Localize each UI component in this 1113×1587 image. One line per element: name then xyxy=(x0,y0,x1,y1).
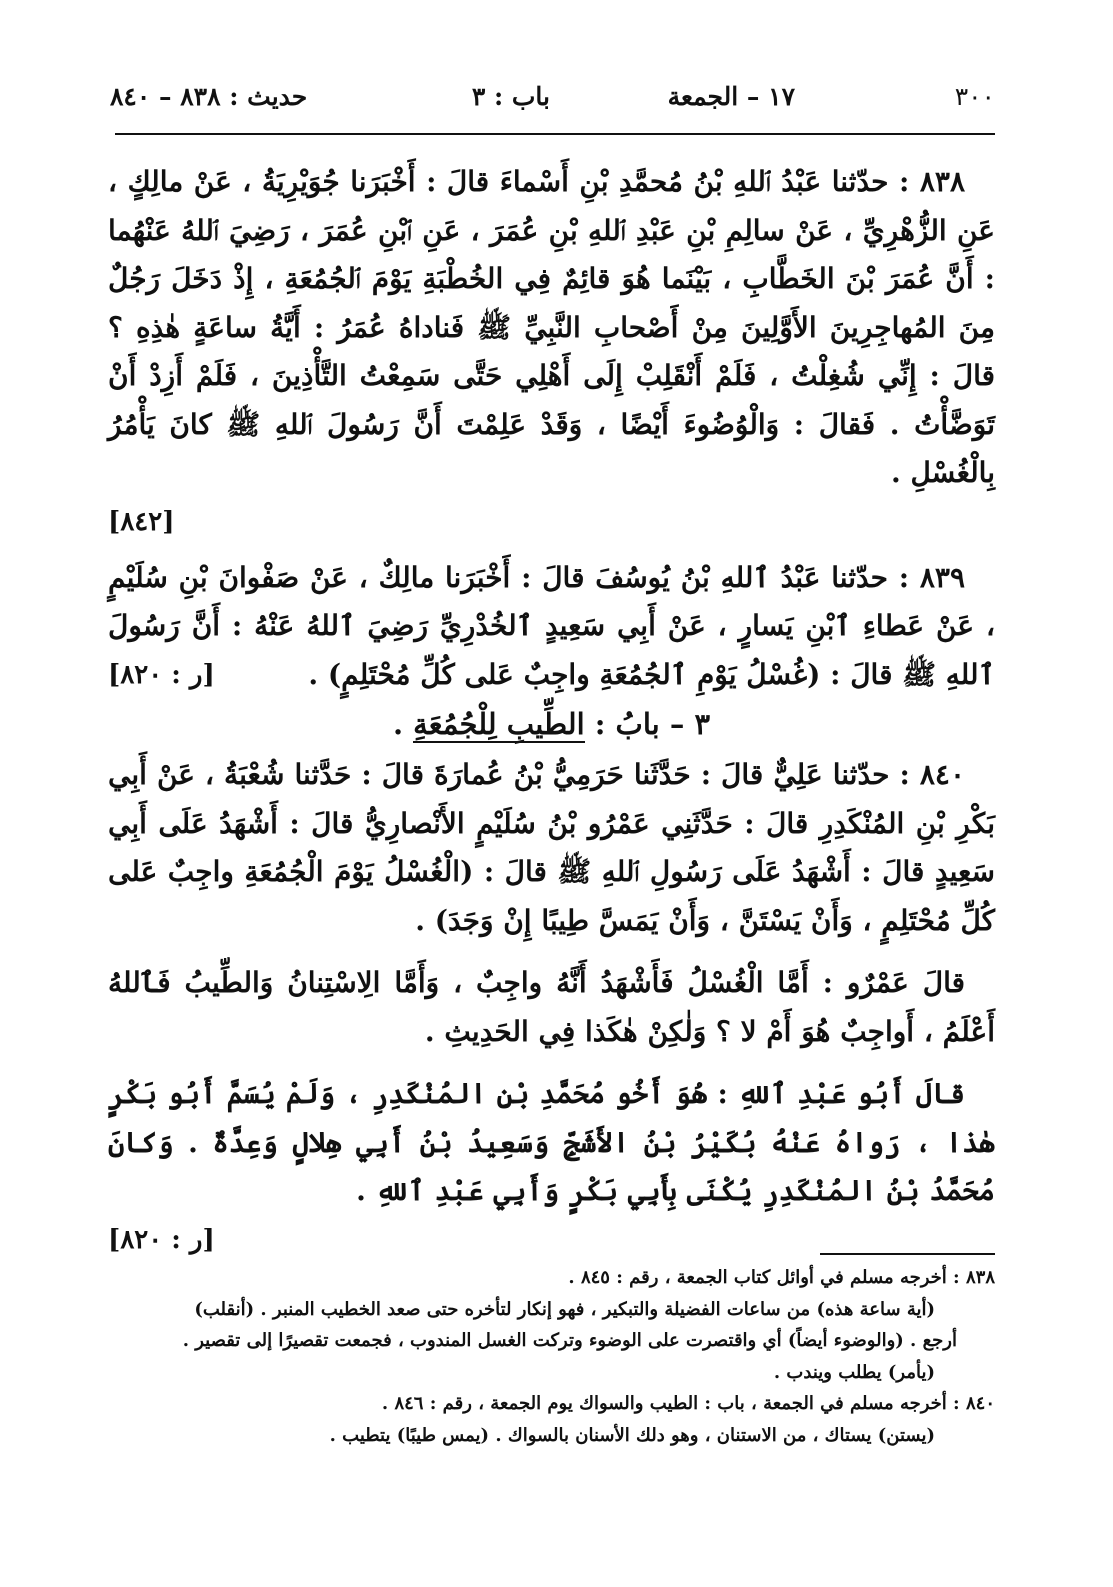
chapter-prefix: ٣ – بابُ : xyxy=(584,707,711,741)
footnote-line: (يستن) يستاك ، من الاستنان ، وهو دلك الأسنان بالسواك . (يمس طيبًا) يتطيب . xyxy=(329,1424,935,1446)
hadith-840-reference: [ر : ٨٢٠] xyxy=(108,1224,215,1255)
footnote-line: أرجع . (والوضوء أيضاً) أي واقتصرت على الوضوء وتركت الغسل المندوب ، فجمعت تقصيرًا إلى تقصير . xyxy=(182,1330,957,1351)
footnotes xyxy=(108,1262,995,1451)
chapter-suffix: . xyxy=(392,707,414,741)
book-title: ١٧ – الجمعة xyxy=(667,82,795,111)
footnote-divider xyxy=(820,1253,995,1255)
hadith-839: ٨٣٩ : حدّثنا عَبْدُ ٱللهِ بْنُ يُوسُفَ قالَ : أَخْبَرَنا مالِكٌ ، عَنْ صَفْوانَ بْنِ سُلَيْمٍ ، عَنْ عَطاءِ ٱبْنِ يَسارٍ ، عَنْ أَبِي سَعِيدٍ ٱلخُدْرِيِّ رَضِيَ ٱللهُ عَنْهُ : أَنَّ رَسُولَ ٱللهِ ﷺ قالَ : (غُسْلُ يَوْمِ ٱلجُمُعَةِ واجِبٌ عَلى كُلِّ مُحْتَلِمٍ) . xyxy=(108,560,995,691)
chapter-title: الطِّيبِ لِلْجُمُعَةِ xyxy=(413,707,585,741)
main-text xyxy=(108,158,995,1264)
footnote-line: (أية ساعة هذه) من ساعات الفضيلة والتبكير ، فهو إنكار لتأخره حتى صعد الخطيب المنبر . (أنقلب) xyxy=(194,1298,935,1320)
header-divider xyxy=(115,133,995,135)
hadith-range: حديث : ٨٣٨ – ٨٤٠ xyxy=(110,82,308,111)
abu-abdillah-comment: قالَ أَبُو عَبْدِ ٱللهِ : هُوَ أَخُو مُحَمَّدِ بْنِ المُنْكَدِرِ ، وَلَمْ يُسَمَّ أَبُو بَكْرٍ هٰذا ، رَواهُ عَنْهُ بُكَيْرُ بْنُ الأَشَجِّ وَسَعِيدُ بْنُ أَبِي هِلالٍ وَعِدَّةٌ . وَكانَ مُحَمَّدُ بْنُ المُنْكَدِرِ يُكْنَى بِأَبِي بَكْرٍ وَأَبِي عَبْدِ ٱللهِ . xyxy=(108,1077,995,1207)
running-header xyxy=(110,82,995,118)
hadith-839-reference: [ر : ٨٢٠] xyxy=(108,660,215,690)
hadith-838-reference: [٨٤٢] xyxy=(108,506,175,537)
hadith-840: ٨٤٠ : حدّثنا عَلِيٌّ قالَ : حَدَّثَنا حَرَمِيُّ بْنُ عُمارَةَ قالَ : حَدَّثنا شُعْبَةُ ، عَنْ أَبِي بَكْرِ بْنِ المُنْكَدِرِ قالَ : حَدَّثَنِي عَمْرُو بْنُ سُلَيْمٍ الأَنْصارِيُّ قالَ : أَشْهَدُ عَلَى أَبِي سَعِيدٍ قالَ : أَشْهَدُ عَلَى رَسُولِ ٱللهِ ﷺ قالَ : (الْغُسْلُ يَوْمَ الْجُمُعَةِ واجِبٌ عَلى كُلِّ مُحْتَلِمٍ ، وَأَنْ يَسْتَنَّ ، وَأَنْ يَمَسَّ طِيبًا إِنْ وَجَدَ) . xyxy=(108,758,995,937)
amr-comment: قالَ عَمْرٌو : أَمَّا الْغُسْلُ فَأَشْهَدُ أَنَّهُ واجِبٌ ، وَأَمَّا الِاسْتِنانُ وَالطِّيبُ فَٱللهُ أَعْلَمُ ، أَواجِبٌ هُوَ أَمْ لا ؟ وَلٰكِنْ هٰكَذا فِي الحَدِيثِ . xyxy=(108,966,995,1048)
footnote-840: ٨٤٠ : أخرجه مسلم في الجمعة ، باب : الطيب والسواك يوم الجمعة ، رقم : ٨٤٦ . xyxy=(381,1393,995,1414)
hadith-838: ٨٣٨ : حدّثنا عَبْدُ ٱللهِ بْنُ مُحمَّدِ بْنِ أَسْماءَ قالَ : أَخْبَرَنا جُوَيْرِيَةُ ، عَنْ مالِكٍ ، عَنِ الزُّهْرِيِّ ، عَنْ سالِمِ بْنِ عَبْدِ ٱللهِ بْنِ عُمَرَ ، عَنِ ٱبْنِ عُمَرَ ، رَضِيَ ٱللهُ عَنْهُما : أَنَّ عُمَرَ بْنَ الخَطَّابِ ، بَيْنَما هُوَ قائِمٌ فِي الخُطْبَةِ يَوْمَ ٱلجُمُعَةِ ، إِذْ دَخَلَ رَجُلٌ مِنَ المُهاجِرِينَ الأَوَّلِينَ مِنْ أَصْحابِ النَّبِيِّ ﷺ فَناداهُ عُمَرُ : أَيَّةُ ساعَةٍ هٰذِهِ ؟ قالَ : إِنِّي شُغِلْتُ ، فَلَمْ أَنْقَلِبْ إِلَى أَهْلِي حَتَّى سَمِعْتُ التَّأْذِينَ ، فَلَمْ أَزِدْ أَنْ تَوَضَّأْتُ . فَقالَ : وَالْوُضُوءَ أَيْضًا ، وَقَدْ عَلِمْتَ أَنَّ رَسُولَ ٱللهِ ﷺ كانَ يَأْمُرُ بِالْغُسْلِ . xyxy=(108,165,995,489)
page-number: ٣٠٠ xyxy=(954,82,995,111)
footnote-838: ٨٣٨ : أخرجه مسلم في أوائل كتاب الجمعة ، رقم : ٨٤٥ . xyxy=(568,1267,995,1288)
footnote-line: (يأمر) يطلب ويندب . xyxy=(773,1361,935,1383)
bab-number: باب : ٣ xyxy=(471,82,550,111)
chapter-heading xyxy=(108,701,995,747)
